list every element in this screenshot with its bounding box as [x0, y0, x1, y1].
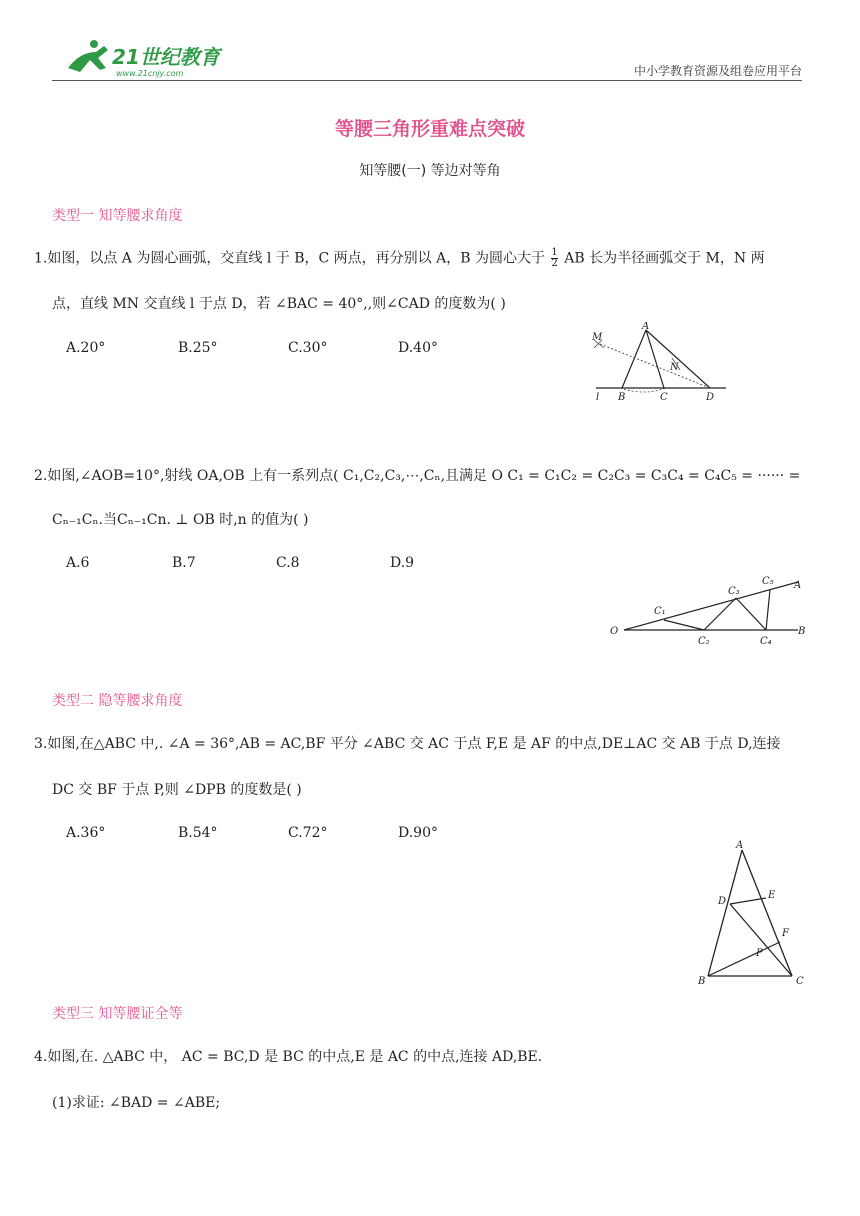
question-1-line-1 — [34, 248, 765, 269]
logo — [60, 38, 230, 82]
fig2-label-a: A — [794, 580, 802, 591]
fig3-label-c: C — [796, 976, 804, 987]
page-subtitle: 知等腰(一) 等边对等角 — [359, 163, 501, 179]
fig2-label-c5: C₅ — [762, 576, 774, 587]
fig2-label-b: B — [798, 626, 806, 637]
fig2-label-c1: C₁ — [654, 606, 666, 617]
logo-url: www.21cnjy.com — [116, 69, 184, 78]
q1-option-b: B.25° — [178, 340, 218, 356]
header-divider — [52, 80, 802, 81]
section-heading-2: 类型二 隐等腰求角度 — [52, 693, 183, 709]
section-heading-3: 类型三 知等腰证全等 — [52, 1006, 183, 1022]
question-2-line-2: Cₙ₋₁Cₙ.当Cₙ₋₁Cn. ⊥ OB 时,n 的值为( ) — [52, 512, 309, 528]
question-4-line-1: 4.如图,在. △ABC 中， AC = BC,D 是 BC 的中点,E 是 AC 的中点,连接 AD,BE. — [34, 1049, 543, 1065]
fig2-label-o: O — [610, 626, 619, 637]
question-4-part-1: (1)求证: ∠BAD = ∠ABE; — [52, 1095, 221, 1111]
figure-1 — [586, 322, 731, 408]
fig1-label-b: B — [618, 392, 626, 403]
fig3-label-e: E — [768, 890, 776, 901]
q1-fraction: $\frac{1}{2}$ — [551, 247, 558, 269]
q3-option-a: A.36° — [66, 825, 106, 841]
q3-option-d: D.90° — [398, 825, 438, 841]
q2-option-b: B.7 — [172, 555, 196, 571]
fig1-label-c: C — [660, 392, 668, 403]
question-3-line-1: 3.如图,在△ABC 中,. ∠A = 36°,AB = AC,BF 平分 ∠ABC 交 AC 于点 F,E 是 AF 的中点,DE⊥AC 交 AB 于点 D,连接 — [34, 736, 781, 752]
fig3-label-d: D — [718, 896, 727, 907]
fig3-label-f: F — [782, 928, 789, 939]
fig1-label-l: l — [596, 392, 600, 403]
fig3-label-b: B — [698, 976, 706, 987]
fig1-label-d: D — [706, 392, 715, 403]
q1-option-d: D.40° — [398, 340, 438, 356]
q2-option-c: C.8 — [276, 555, 300, 571]
q3-option-b: B.54° — [178, 825, 218, 841]
fig1-label-a: A — [642, 322, 650, 332]
page-title: 等腰三角形重难点突破 — [334, 118, 525, 140]
logo-text: 21世纪教育 — [112, 45, 220, 69]
fig3-label-p: P — [756, 948, 763, 959]
q2-option-d: D.9 — [390, 555, 415, 571]
fig1-label-n: N — [670, 362, 679, 373]
fig3-label-a: A — [736, 840, 744, 851]
fig2-label-c3: C₃ — [728, 586, 740, 597]
section-heading-1: 类型一 知等腰求角度 — [52, 208, 183, 224]
fig2-label-c2: C₂ — [698, 636, 710, 647]
fig1-label-m: M — [592, 332, 603, 343]
question-1-line-2: 点，直线 MN 交直线 l 于点 D，若 ∠BAC = 40°,,则∠CAD 的度数为( ) — [52, 296, 506, 312]
question-3-line-2: DC 交 BF 于点 P,则 ∠DPB 的度数是( ) — [52, 782, 302, 798]
q3-option-c: C.72° — [288, 825, 328, 841]
figure-3 — [694, 838, 814, 994]
runner-logo-icon — [68, 40, 108, 72]
figure-2 — [608, 570, 812, 656]
fig2-label-c4: C₄ — [760, 636, 772, 647]
question-2-line-1: 2.如图,∠AOB=10°,射线 OA,OB 上有一系列点( C₁,C₂,C₃,⋯,Cₙ,且满足 O C₁ = C₁C₂ = C₂C₃ = C₃C₄ = C₄C₅ = ······ = — [34, 468, 801, 484]
q2-option-a: A.6 — [66, 555, 90, 571]
q1-option-a: A.20° — [66, 340, 106, 356]
q1-text-b: AB 长为半径画弧交于 M，N 两 — [564, 250, 765, 267]
q1-text-a: 1.如图，以点 A 为圆心画弧，交直线 l 于 B，C 两点，再分别以 A，B 为圆心大于 — [34, 250, 545, 267]
header-platform-text: 中小学教育资源及组卷应用平台 — [633, 64, 802, 78]
q1-option-c: C.30° — [288, 340, 328, 356]
